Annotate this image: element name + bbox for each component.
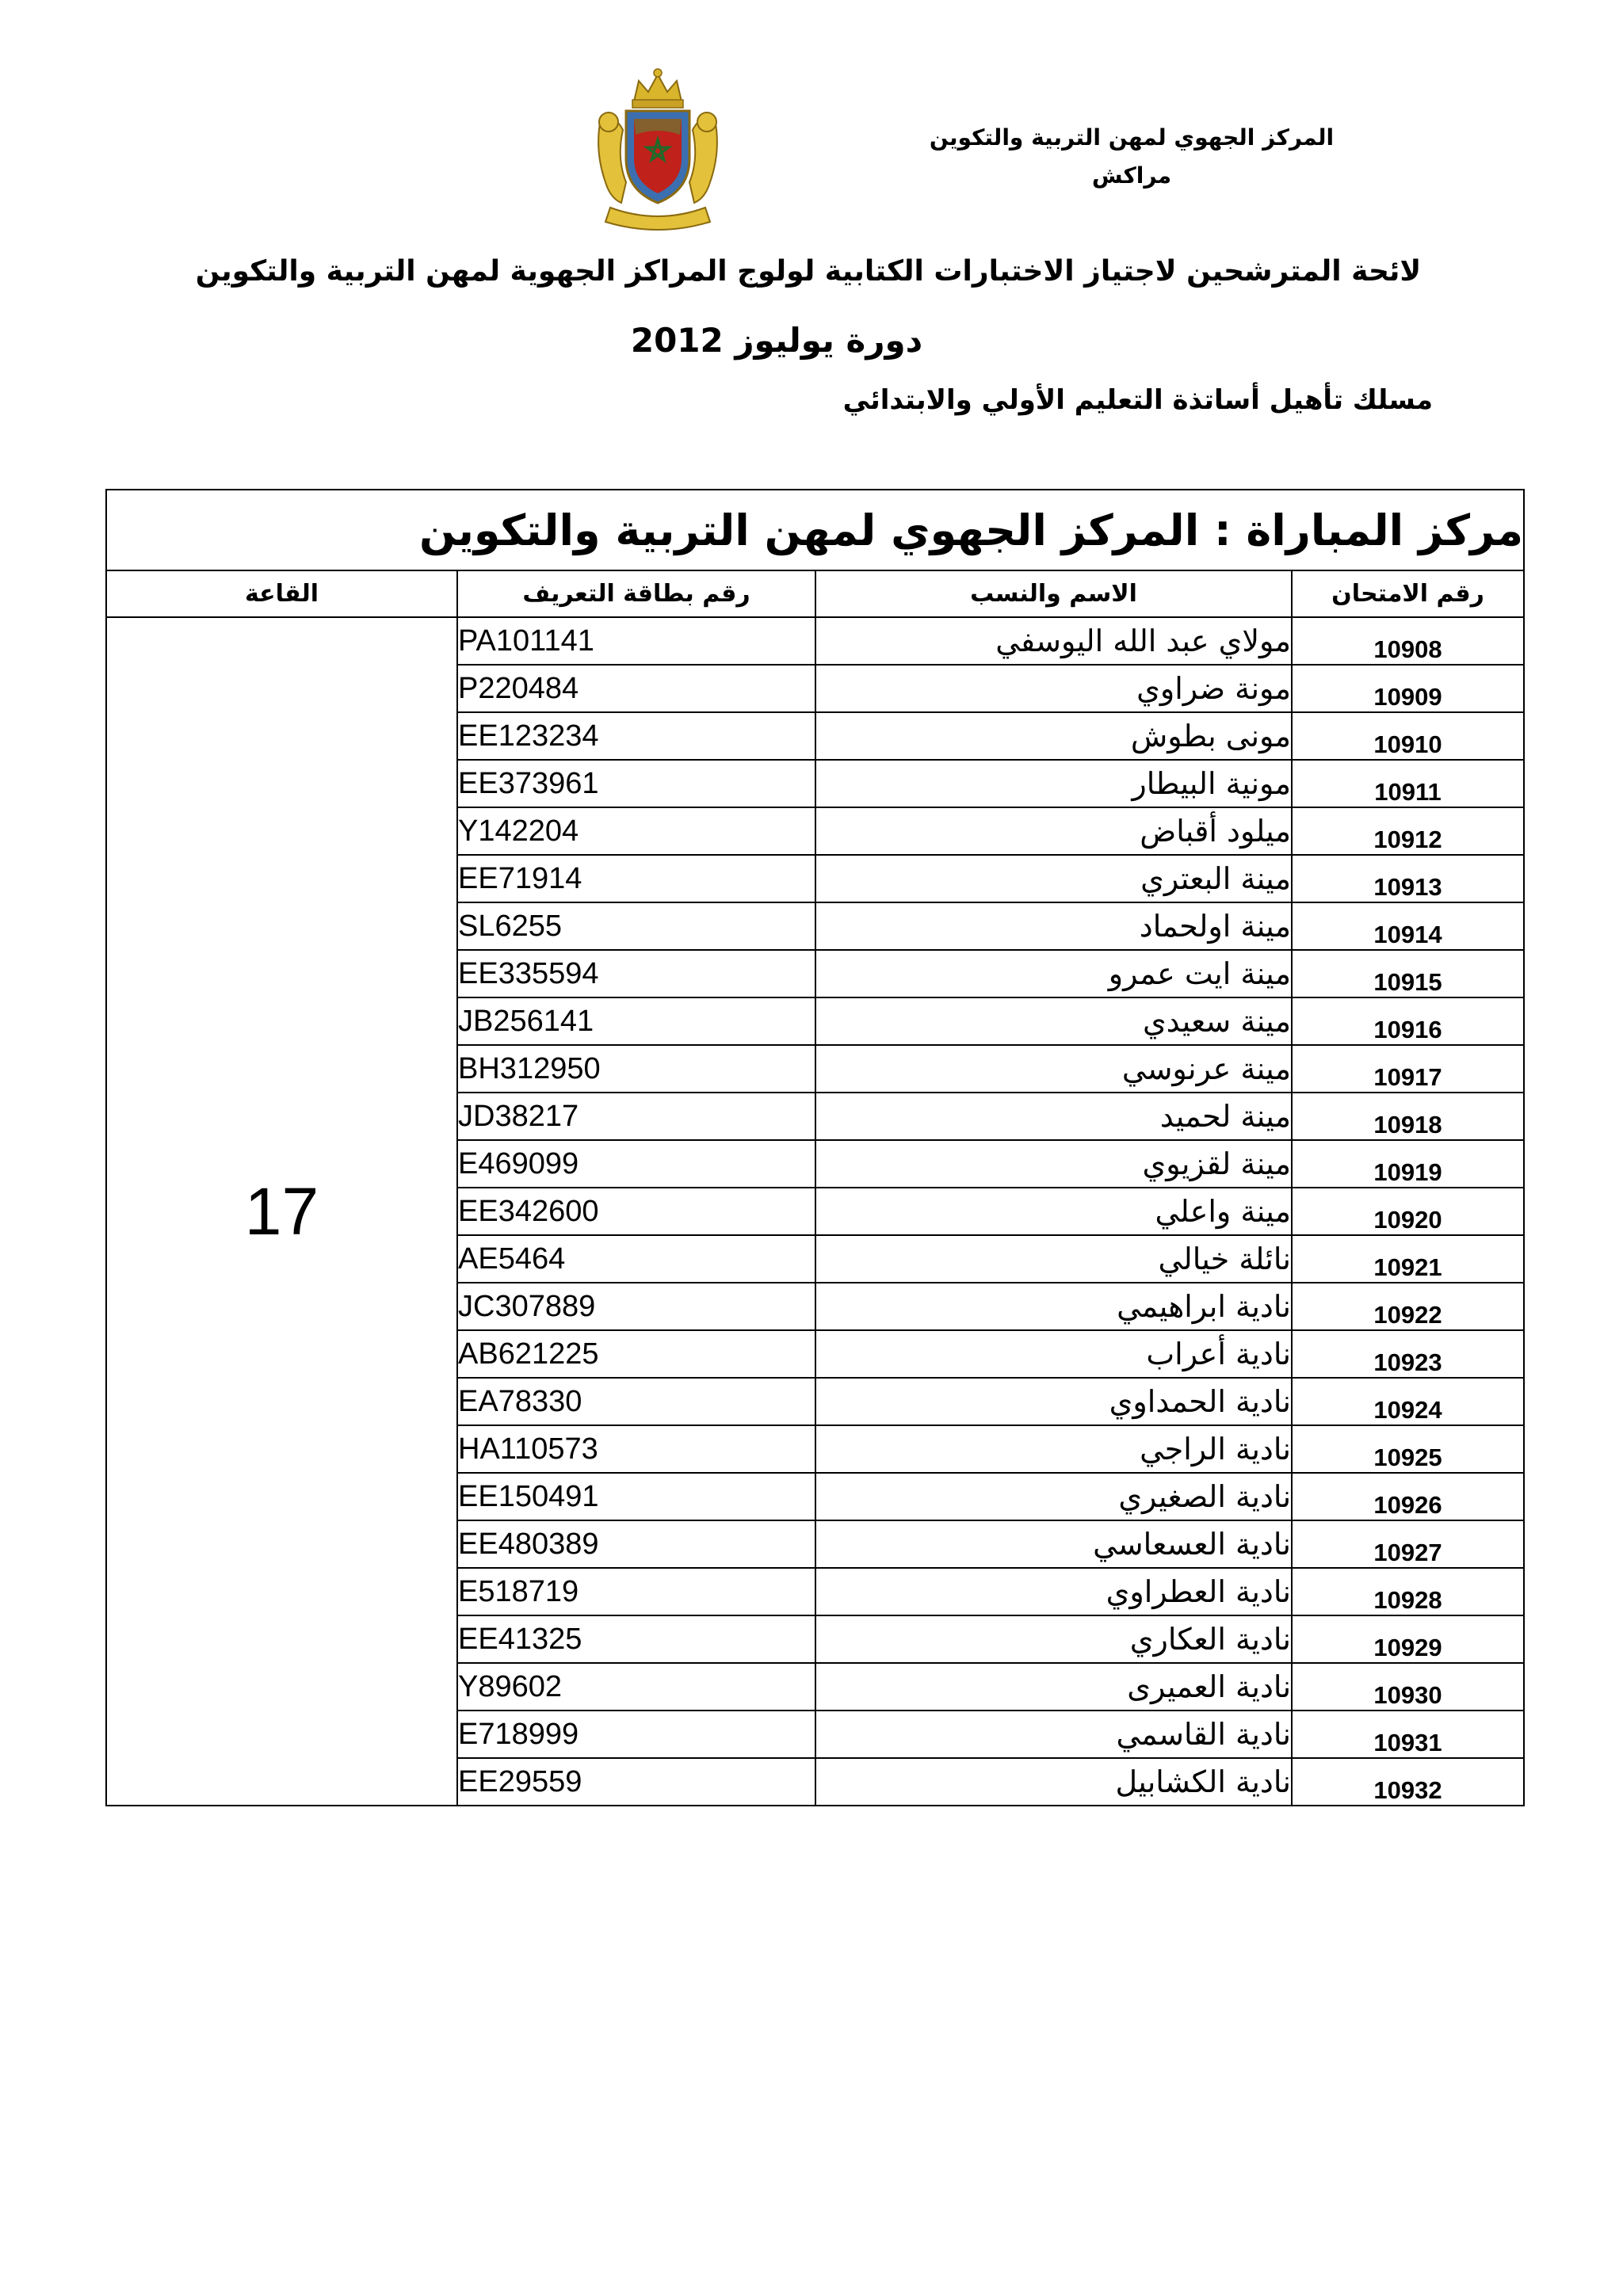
exam-number-cell: 10910 bbox=[1292, 712, 1524, 760]
candidate-name-cell: نائلة خيالي bbox=[815, 1235, 1292, 1283]
id-card-cell: PA101141 bbox=[457, 617, 815, 665]
exam-number-cell: 10919 bbox=[1292, 1140, 1524, 1188]
candidates-table bbox=[105, 489, 1525, 1806]
candidate-name-cell: مولاي عبد الله اليوسفي bbox=[815, 617, 1292, 665]
id-card-cell: E469099 bbox=[457, 1140, 815, 1188]
exam-number-cell: 10922 bbox=[1292, 1283, 1524, 1330]
exam-number-cell: 10930 bbox=[1292, 1663, 1524, 1711]
exam-number-cell: 10912 bbox=[1292, 807, 1524, 855]
id-card-cell: EE342600 bbox=[457, 1188, 815, 1235]
exam-number-cell: 10917 bbox=[1292, 1045, 1524, 1093]
exam-number-cell: 10909 bbox=[1292, 665, 1524, 712]
exam-number-cell: 10916 bbox=[1292, 997, 1524, 1045]
exam-number-cell: 10929 bbox=[1292, 1615, 1524, 1663]
candidate-name-cell: نادية الصغيري bbox=[815, 1473, 1292, 1520]
exam-number-cell: 10913 bbox=[1292, 855, 1524, 902]
exam-number-cell: 10915 bbox=[1292, 950, 1524, 997]
track-title: مسلك تأهيل أساتذة التعليم الأولي والابتدائي bbox=[842, 384, 1433, 416]
id-card-cell: JC307889 bbox=[457, 1283, 815, 1330]
issuing-center bbox=[894, 119, 1369, 195]
exam-number-cell: 10925 bbox=[1292, 1425, 1524, 1473]
candidate-name-cell: مينة ايت عمرو bbox=[815, 950, 1292, 997]
exam-number-cell: 10932 bbox=[1292, 1758, 1524, 1806]
id-card-cell: E518719 bbox=[457, 1568, 815, 1615]
exam-number-cell: 10921 bbox=[1292, 1235, 1524, 1283]
candidate-name-cell: نادية العكاري bbox=[815, 1615, 1292, 1663]
exam-number-cell: 10911 bbox=[1292, 760, 1524, 807]
exam-number-cell: 10908 bbox=[1292, 617, 1524, 665]
moroccan-coat-of-arms-emblem bbox=[586, 63, 729, 238]
exam-number-cell: 10923 bbox=[1292, 1330, 1524, 1378]
org-name: المركز الجهوي لمهن التربية والتكوين bbox=[929, 124, 1335, 151]
id-card-cell: EE29559 bbox=[457, 1758, 815, 1806]
candidate-name-cell: نادية العطراوي bbox=[815, 1568, 1292, 1615]
candidate-name-cell: مينة لحميد bbox=[815, 1093, 1292, 1140]
id-card-cell: EE71914 bbox=[457, 855, 815, 902]
candidate-name-cell: نادية القاسمي bbox=[815, 1711, 1292, 1758]
exam-number-cell: 10928 bbox=[1292, 1568, 1524, 1615]
id-card-cell: BH312950 bbox=[457, 1045, 815, 1093]
candidate-name-cell: نادية العسعاسي bbox=[815, 1520, 1292, 1568]
id-card-cell: HA110573 bbox=[457, 1425, 815, 1473]
exam-center-label: مركز المباراة : المركز الجهوي لمهن التربية والتكوين bbox=[106, 490, 1524, 570]
exam-number-cell: 10931 bbox=[1292, 1711, 1524, 1758]
table-header-row bbox=[106, 570, 1524, 617]
id-card-cell: AE5464 bbox=[457, 1235, 815, 1283]
candidate-name-cell: نادية الراجي bbox=[815, 1425, 1292, 1473]
candidate-name-cell: مونى بطوش bbox=[815, 712, 1292, 760]
candidate-name-cell: نادية ابراهيمي bbox=[815, 1283, 1292, 1330]
id-card-cell: E718999 bbox=[457, 1711, 815, 1758]
id-card-cell: EE123234 bbox=[457, 712, 815, 760]
candidate-name-cell: نادية الكشابيل bbox=[815, 1758, 1292, 1806]
id-card-cell: Y89602 bbox=[457, 1663, 815, 1711]
header-id-card: رقم بطاقة التعريف bbox=[457, 570, 815, 617]
exam-number-cell: 10924 bbox=[1292, 1378, 1524, 1425]
id-card-cell: JB256141 bbox=[457, 997, 815, 1045]
candidate-name-cell: مينة البعتري bbox=[815, 855, 1292, 902]
candidate-name-cell: نادية الحمداوي bbox=[815, 1378, 1292, 1425]
exam-number-cell: 10918 bbox=[1292, 1093, 1524, 1140]
id-card-cell: EE335594 bbox=[457, 950, 815, 997]
header-exam-number: رقم الامتحان bbox=[1292, 570, 1524, 617]
session-title: دورة يوليوز 2012 bbox=[630, 321, 923, 360]
id-card-cell: AB621225 bbox=[457, 1330, 815, 1378]
document-title: لائحة المترشحين لاجتياز الاختبارات الكتابية لولوج المراكز الجهوية لمهن التربية والتكوين bbox=[195, 255, 1422, 288]
room-number-cell: 17 bbox=[106, 617, 457, 1806]
header-room: القاعة bbox=[106, 570, 457, 617]
id-card-cell: EA78330 bbox=[457, 1378, 815, 1425]
id-card-cell: JD38217 bbox=[457, 1093, 815, 1140]
candidate-name-cell: مينة سعيدي bbox=[815, 997, 1292, 1045]
candidate-name-cell: مينة واعلي bbox=[815, 1188, 1292, 1235]
table-row bbox=[106, 617, 1524, 665]
id-card-cell: P220484 bbox=[457, 665, 815, 712]
header-name: الاسم والنسب bbox=[815, 570, 1292, 617]
exam-number-cell: 10927 bbox=[1292, 1520, 1524, 1568]
candidate-name-cell: مونية البيطار bbox=[815, 760, 1292, 807]
id-card-cell: SL6255 bbox=[457, 902, 815, 950]
candidate-name-cell: نادية العميرى bbox=[815, 1663, 1292, 1711]
candidate-name-cell: مينة اولحماد bbox=[815, 902, 1292, 950]
id-card-cell: EE41325 bbox=[457, 1615, 815, 1663]
id-card-cell: EE480389 bbox=[457, 1520, 815, 1568]
table-body bbox=[106, 617, 1524, 1806]
candidate-name-cell: مونة ضراوي bbox=[815, 665, 1292, 712]
candidate-name-cell: مينة لقزيوي bbox=[815, 1140, 1292, 1188]
candidate-name-cell: ميلود أقباض bbox=[815, 807, 1292, 855]
id-card-cell: Y142204 bbox=[457, 807, 815, 855]
id-card-cell: EE150491 bbox=[457, 1473, 815, 1520]
candidate-name-cell: نادية أعراب bbox=[815, 1330, 1292, 1378]
id-card-cell: EE373961 bbox=[457, 760, 815, 807]
exam-center-row bbox=[106, 490, 1524, 570]
exam-number-cell: 10926 bbox=[1292, 1473, 1524, 1520]
exam-number-cell: 10920 bbox=[1292, 1188, 1524, 1235]
org-city: مراكش bbox=[1091, 162, 1172, 189]
exam-number-cell: 10914 bbox=[1292, 902, 1524, 950]
candidate-name-cell: مينة عرنوسي bbox=[815, 1045, 1292, 1093]
